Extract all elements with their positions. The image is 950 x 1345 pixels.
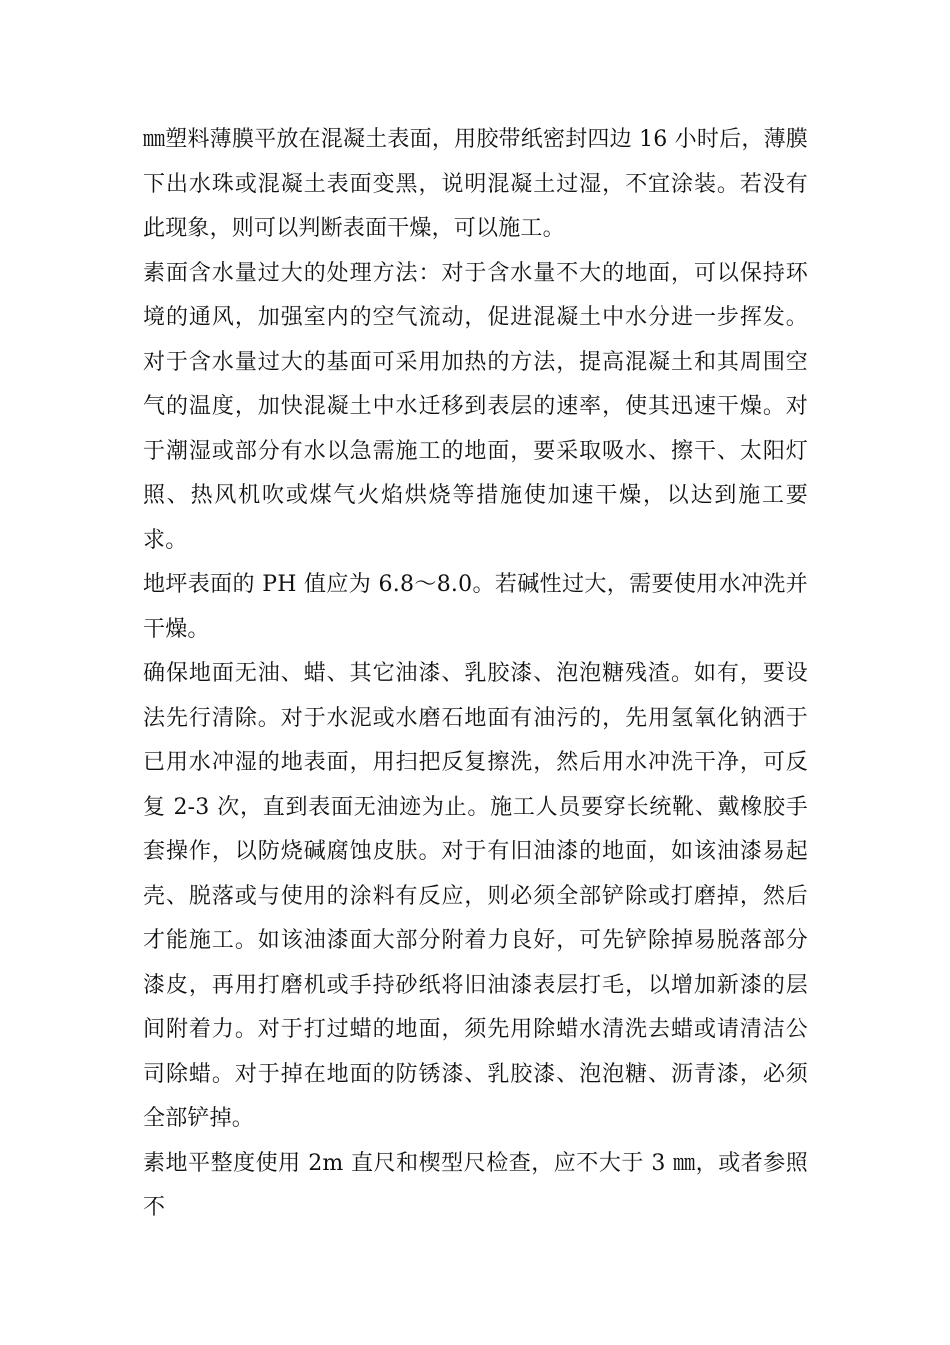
paragraph-ph-value: 地坪表面的 PH 值应为 6.8～8.0。若碱性过大，需要使用水冲洗并干燥。 — [143, 572, 808, 642]
paragraph-flatness-check: 素地平整度使用 2m 直尺和楔型尺检查，应不大于 3 ㎜，或者参照不 — [143, 1150, 808, 1220]
paragraph-moisture-test: ㎜塑料薄膜平放在混凝土表面，用胶带纸密封四边 16 小时后，薄膜下出水珠或混凝土表面变黑，说明混凝土过湿，不宜涂装。若没有此现象，则可以判断表面干燥，可以施工。 — [143, 127, 808, 241]
paragraph-excess-moisture-treatment: 素面含水量过大的处理方法：对于含水量不大的地面，可以保持环境的通风，加强室内的空气流动，促进混凝土中水分进一步挥发。对于含水量过大的基面可采用加热的方法，提高混凝土和其周围空气的温度，加快混凝土中水迁移到表层的速率，使其迅速干燥。对于潮湿或部分有水以急需施工的地面，要采取吸水、擦干、太阳灯照、热风机吹或煤气火焰烘烧等措施使加速干燥，以达到施工要求。 — [143, 260, 808, 553]
document-body — [143, 118, 808, 1231]
paragraph-surface-cleaning: 确保地面无油、蜡、其它油漆、乳胶漆、泡泡糖残渣。如有，要设法先行清除。对于水泥或水磨石地面有油污的，先用氢氧化钠洒于已用水冲湿的地表面，用扫把反复擦洗，然后用水冲洗干净，可反复 2-3 次，直到表面无油迹为止。施工人员要穿长统靴、戴橡胶手套操作，以防烧碱腐蚀皮肤。对于有旧油漆的地面，如该油漆易起壳、脱落或与使用的涂料有反应，则必须全部铲除或打磨掉，然后才能施工。如该油漆面大部分附着力良好，可先铲除掉易脱落部分漆皮，再用打磨机或手持砂纸将旧油漆表层打毛，以增加新漆的层间附着力。对于打过蜡的地面，须先用除蜡水清洗去蜡或请清洁公司除蜡。对于掉在地面的防锈漆、乳胶漆、泡泡糖、沥青漆，必须全部铲掉。 — [143, 661, 808, 1131]
